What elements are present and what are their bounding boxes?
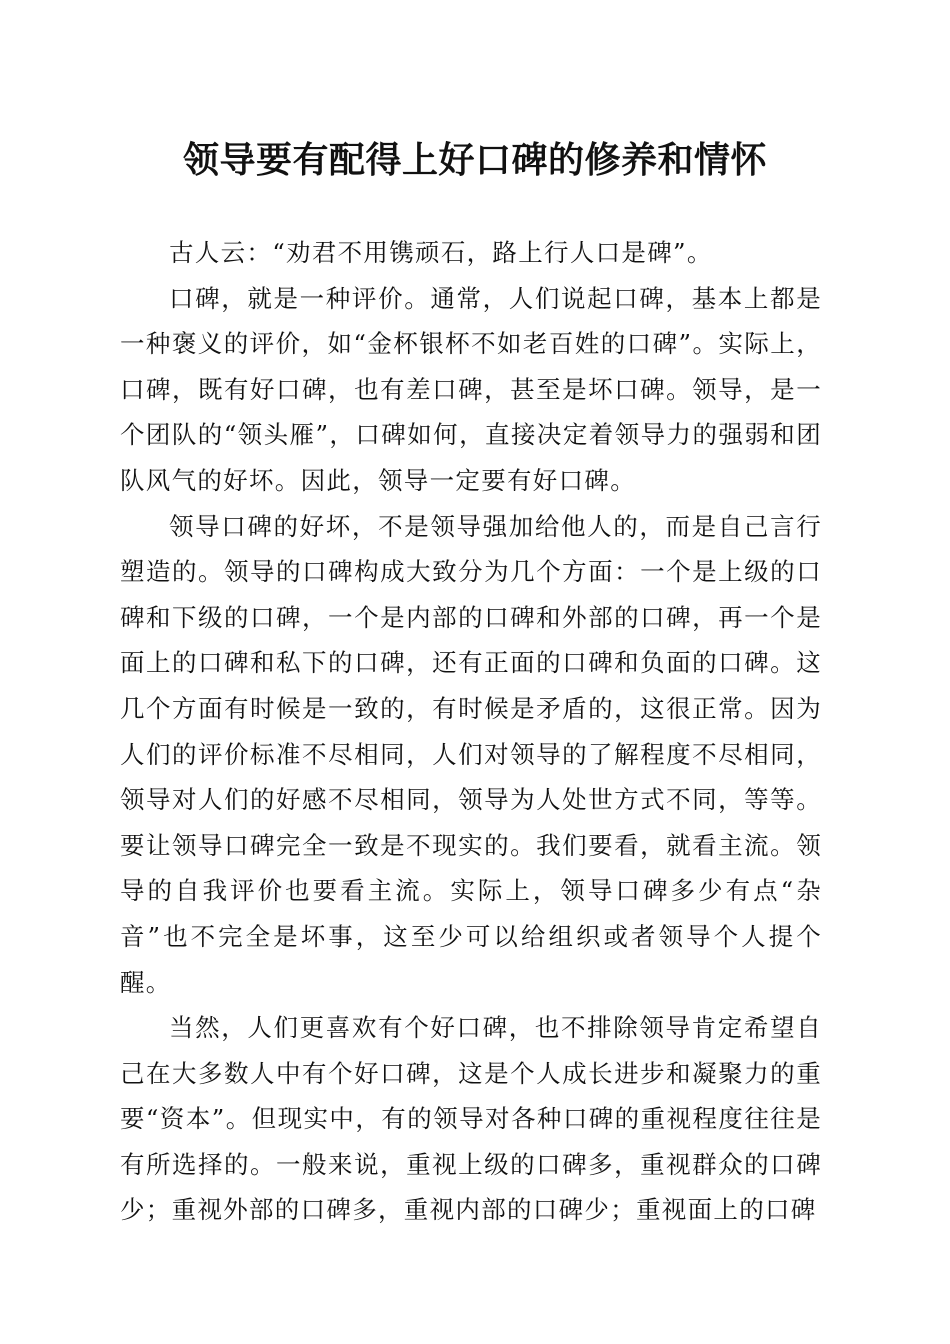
document-title: 领导要有配得上好口碑的修养和情怀 <box>182 139 767 181</box>
paragraph-2: 口碑，就是一种评价。通常，人们说起口碑，基本上都是一种褒义的评价，如“金杯银杯不如老百姓的口碑”。实际上，口碑，既有好口碑，也有差口碑，甚至是坏口碑。领导，是一个团队的“领头雁”，口碑如何，直接决定着领导力的强弱和团队风气的好坏。因此，领导一定要有好口碑。 <box>120 283 822 495</box>
document-body <box>120 230 822 1233</box>
paragraph-1: 古人云：“劝君不用镌顽石，路上行人口是碑”。 <box>169 238 713 267</box>
paragraph-3: 领导口碑的好坏，不是领导强加给他人的，而是自己言行塑造的。领导的口碑构成大致分为几个方面：一个是上级的口碑和下级的口碑，一个是内部的口碑和外部的口碑，再一个是面上的口碑和私下的口碑，还有正面的口碑和负面的口碑。这几个方面有时候是一致的，有时候是矛盾的，这很正常。因为人们的评价标准不尽相同，人们对领导的了解程度不尽相同，领导对人们的好感不尽相同，领导为人处世方式不同，等等。要让领导口碑完全一致是不现实的。我们要看，就看主流。领导的自我评价也要看主流。实际上，领导口碑多少有点“杂音”也不完全是坏事，这至少可以给组织或者领导个人提个醒。 <box>120 511 822 997</box>
paragraph-4: 当然，人们更喜欢有个好口碑，也不排除领导肯定希望自己在大多数人中有个好口碑，这是个人成长进步和凝聚力的重要“资本”。但现实中，有的领导对各种口碑的重视程度往往是有所选择的。一般来说，重视上级的口碑多，重视群众的口碑少；重视外部的口碑多，重视内部的口碑少；重视面上的口碑 <box>120 1013 822 1225</box>
